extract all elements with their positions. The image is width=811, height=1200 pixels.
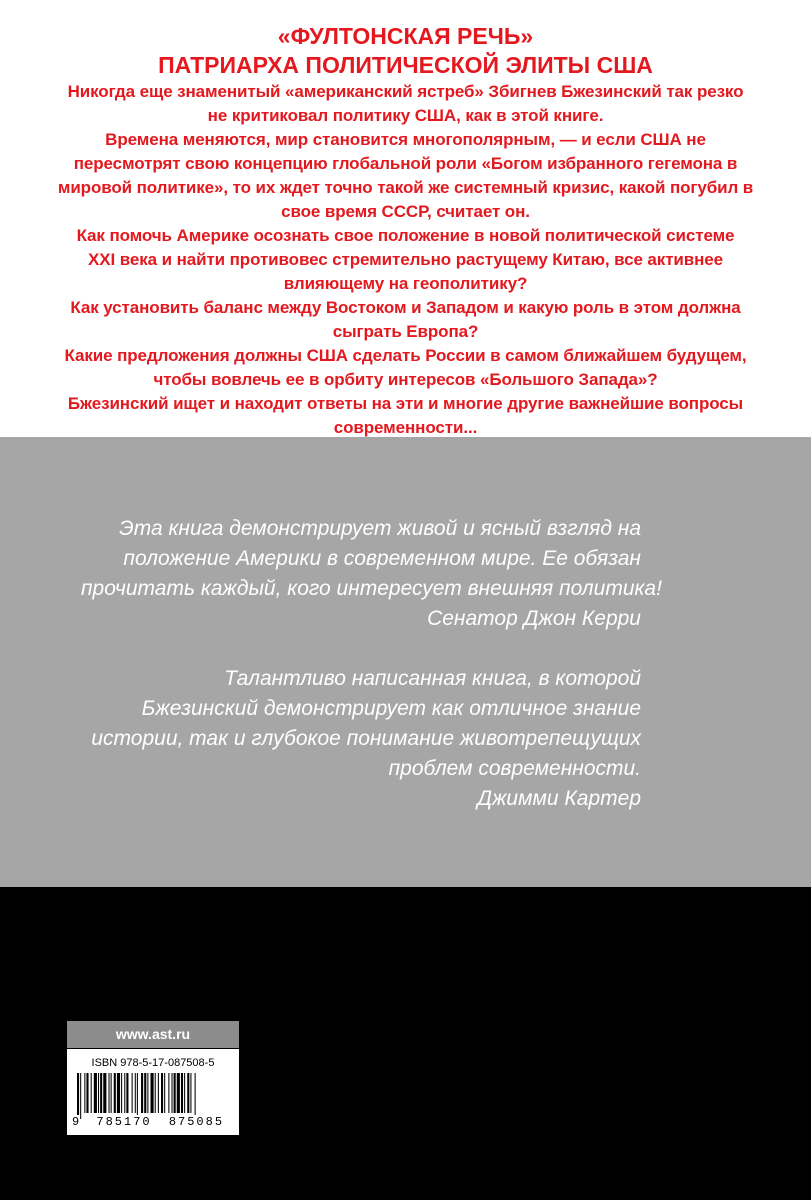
barcode-bar (164, 1073, 165, 1113)
barcode-bar (124, 1073, 125, 1113)
barcode-bar (147, 1073, 148, 1113)
barcode-bar (86, 1073, 88, 1113)
blurb-paragraph-2 (50, 128, 761, 224)
publisher-website: www.ast.ru (67, 1021, 239, 1048)
barcode-bar (141, 1073, 143, 1113)
barcode-bar (174, 1073, 176, 1113)
barcode-bar (121, 1073, 122, 1113)
blurb-line: сыграть Европа? (332, 322, 479, 341)
barcode-bar (94, 1073, 97, 1113)
blurb-paragraph-6 (50, 392, 761, 440)
blurb-line: влияющему на геополитику? (283, 274, 528, 293)
barcode-bar (155, 1073, 156, 1113)
blurb-paragraph-1 (50, 80, 761, 128)
quote-line: прочитать каждый, кого интересует внешняя политика! (81, 577, 662, 600)
barcode-bars (75, 1073, 231, 1119)
blurb-line: чтобы вовлечь ее в орбиту интересов «Большого Запада»? (153, 370, 658, 389)
blurb-line: свое время СССР, считает он. (281, 202, 530, 221)
barcode-bar (181, 1073, 183, 1113)
barcode-digits-group-1: 785170 (96, 1115, 152, 1129)
quote-line: положение Америки в современном мире. Ее обязан (123, 547, 641, 570)
blurb-paragraph-5 (50, 344, 761, 392)
quote-carter (81, 664, 641, 814)
barcode-bar (158, 1073, 159, 1113)
barcode-bar (84, 1073, 85, 1113)
barcode-bar (177, 1073, 180, 1113)
barcode-bar (172, 1073, 173, 1113)
barcode-digits-group-2: 875085 (168, 1115, 225, 1129)
barcode-bar (98, 1073, 99, 1113)
quotes-gray-section (0, 437, 811, 887)
barcode-first-digit: 9 (72, 1115, 80, 1129)
barcode-bar (111, 1073, 112, 1113)
barcode-bar (184, 1073, 185, 1113)
barcode-bar (195, 1073, 196, 1119)
quote-author: Сенатор Джон Керри (427, 607, 641, 630)
blurb-line: Как помочь Америке осознать свое положение в новой политической системе (76, 226, 735, 245)
barcode-bar (137, 1073, 138, 1119)
barcode-bar (80, 1073, 81, 1119)
blurb-line: не критиковал политику США, как в этой книге. (207, 106, 604, 125)
blurb-line: пересмотрят свою концепцию глобальной роли «Богом избранного гегемона в (73, 154, 738, 173)
barcode-bar (114, 1073, 116, 1113)
headline-line-2: ПАТРИАРХА ПОЛИТИЧЕСКОЙ ЭЛИТЫ США (158, 52, 653, 78)
quote-line: проблем современности. (388, 757, 641, 780)
blurb-text (50, 80, 761, 440)
blurb-paragraph-4 (50, 296, 761, 344)
quote-line: истории, так и глубокое понимание животрепещущих (91, 727, 641, 750)
barcode-bar (151, 1073, 154, 1113)
barcode-bar (168, 1073, 169, 1113)
blurb-line: Времена меняются, мир становится многополярным, — и если США не (105, 130, 706, 149)
barcode-bar (132, 1073, 133, 1113)
barcode-bar (103, 1073, 106, 1113)
barcode-bar (190, 1073, 191, 1113)
barcode-bar (135, 1073, 136, 1113)
isbn-label: ISBN 978-5-17-087508-5 (91, 1057, 215, 1069)
barcode-bar (109, 1073, 110, 1113)
blurb-line: современности... (333, 418, 478, 437)
barcode-bar (144, 1073, 146, 1113)
headline (0, 22, 811, 80)
blurb-line: Никогда еще знаменитый «американский ястреб» Збигнев Бжезинский так резко (67, 82, 744, 101)
isbn-barcode-block (67, 1049, 239, 1135)
barcode-bar (161, 1073, 163, 1113)
blurb-line: Какие предложения должны США сделать России в самом ближайшем будущем, (64, 346, 747, 365)
blurb-line: XXI века и найти противовес стремительно растущему Китаю, все активнее (88, 250, 723, 269)
barcode-digits (71, 1115, 235, 1129)
headline-line-1: «ФУЛТОНСКАЯ РЕЧЬ» (277, 23, 534, 49)
top-white-section (0, 0, 811, 437)
barcode-graphic (75, 1073, 231, 1119)
quote-line: Талантливо написанная книга, в которой (224, 667, 641, 690)
barcode-bar (126, 1073, 128, 1113)
barcode-bar (117, 1073, 120, 1113)
quote-line: Эта книга демонстрирует живой и ясный взгляд на (119, 517, 641, 540)
blurb-line: мировой политике», то их ждет точно такой же системный кризис, какой погубил в (57, 178, 754, 197)
quote-line: Бжезинский демонстрирует как отличное знание (141, 697, 641, 720)
quote-kerry (81, 514, 662, 634)
quote-author: Джимми Картер (477, 787, 641, 810)
barcode-bar (91, 1073, 92, 1113)
blurb-line: Как установить баланс между Востоком и Западом и какую роль в этом должна (70, 298, 741, 317)
blurb-line: Бжезинский ищет и находит ответы на эти и многие другие важнейшие вопросы (67, 394, 744, 413)
barcode-bar (187, 1073, 189, 1113)
blurb-paragraph-3 (50, 224, 761, 296)
barcode-bar (100, 1073, 102, 1113)
barcode-bar (77, 1073, 79, 1119)
